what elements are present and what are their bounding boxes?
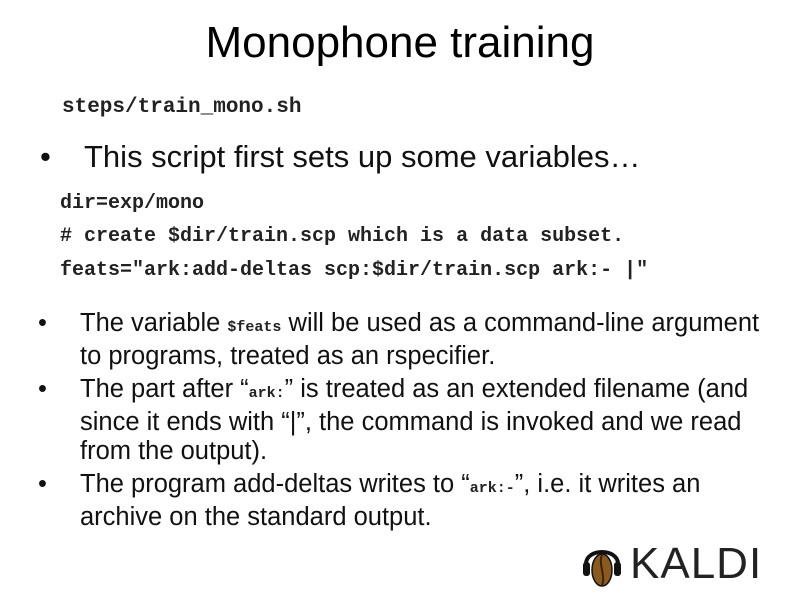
intro-bullet-text: This script first sets up some variables… (84, 139, 641, 174)
bullet-dot: • (38, 470, 47, 498)
inline-code: $feats (227, 319, 282, 336)
code-line: dir=exp/mono (60, 192, 205, 215)
text-part: will be used as a command-line argument to programs, treated as an rspecifier. (80, 309, 760, 370)
logo-text: KALDI (630, 539, 763, 588)
list-item (38, 375, 778, 466)
code-line: # create $dir/train.scp which is a data subset. (60, 225, 625, 248)
list-item (38, 309, 778, 371)
inline-code: ark:- (469, 480, 515, 497)
coffee-bean-headphones-icon (580, 538, 624, 590)
bullet-list (38, 309, 778, 536)
script-path: steps/train_mono.sh (62, 96, 302, 119)
bullet-dot: • (38, 375, 47, 403)
list-item-text (80, 375, 778, 466)
kaldi-logo (580, 538, 762, 590)
inline-code: ark: (248, 385, 285, 402)
text-part: ”, i.e. it writes an archive on the standard output. (80, 470, 701, 531)
bullet-dot: • (40, 139, 51, 174)
list-item-text (80, 470, 778, 532)
list-item-text (80, 309, 778, 371)
code-line: feats="ark:add-deltas scp:$dir/train.scp ark:- |" (60, 259, 649, 282)
bullet-dot: • (38, 309, 47, 337)
intro-bullet (40, 139, 640, 175)
text-part: The program add-deltas writes to “ (80, 470, 470, 498)
list-item (38, 470, 778, 532)
text-part: The variable (80, 309, 228, 337)
text-part: ” is treated as an extended filename (and since it ends with “|”, the command is invoked and we read from the output). (80, 375, 749, 465)
text-part: The part after “ (80, 375, 249, 403)
slide-title: Monophone training (205, 18, 595, 67)
